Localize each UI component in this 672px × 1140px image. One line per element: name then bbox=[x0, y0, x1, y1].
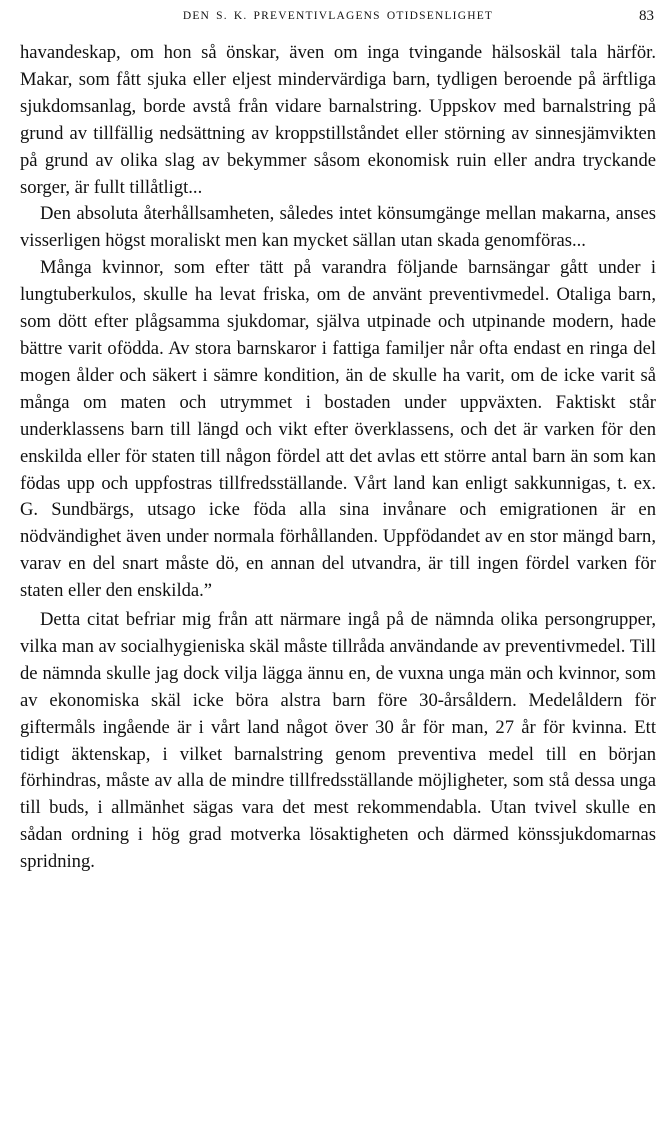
page-number: 83 bbox=[639, 8, 654, 24]
paragraph-abstinence: Den absoluta återhållsamheten, således intet könsumgänge mellan makarna, anses visserligen högst moraliskt men kan mycket sällan utan skada genomföras... bbox=[20, 203, 656, 252]
paragraph-many-women: Många kvinnor, som efter tätt på varandra följande barnsängar gått under i lungtuberkulos, skulle ha levat friska, om de använt preventivmedel. Otaliga barn, som dött efter plågsamma sjukdomar, själva utpinade och utpinande modern, hade bättre varit ofödda. Av stora barnskaror i fattiga familjer når ofta endast en ringa del mogen ålder och säkert i sämre kondition, än de skulle ha varit, om de icke varit så många om maten och utrymmet i bostaden under uppväxten. Faktiskt står underklassens barn till längd och vikt efter överklassens, och det är varken för den enskilda eller för staten till någon fördel att det avlas ett större antal barn än som kan födas upp och uppfostras tillfredsställande. Vårt land kan enligt sakkunnigas, t. ex. G. Sundbärgs, utsago icke föda alla sina invånare och emigrationen är en nödvändighet även under normala förhållanden. Uppfödandet av en stor mängd barn, varav en del snart måste dö, en annan del utvandra, är till ingen fördel varken för staten eller den enskilda.” bbox=[20, 257, 656, 602]
body-text bbox=[20, 40, 656, 876]
paragraph-citation-comment: Detta citat befriar mig från att närmare ingå på de nämnda olika persongrupper, vilka man av socialhygieniska skäl måste tillråda användande av preventivmedel. Till de nämnda skulle jag dock vilja lägga ännu en, de vuxna unga män och kvinnor, som av ekonomiska skäl icke böra alstra barn före 30-årsåldern. Medelåldern för giftermåls ingående är i vårt land något över 30 år för man, 27 år för kvinna. Ett tidigt äktenskap, i vilket barnalstring genom preventiva medel till en början förhindras, måste av alla de mindre tillfredsställande möjligheter, som stå dessa unga till buds, i allmänhet sägas vara det mest rekommendabla. Utan tvivel skulle en sådan ordning i hög grad motverka lösaktigheten och därmed könssjukdomarnas spridning. bbox=[20, 609, 656, 873]
paragraph-continuation: havandeskap, om hon så önskar, även om inga tvingande hälsoskäl tala härför. Makar, som fått sjuka eller eljest mindervärdiga barn, tydligen beroende på ärftliga sjukdomsanlag, borde avstå från vidare barnalstring. Uppskov med barnalstring på grund av tillfällig nedsättning av kroppstillståndet eller störning av sinnesjämvikten på grund av olika slag av bekymmer såsom ekonomisk ruin eller andra tryckande sorger, är fullt tillåtligt... bbox=[20, 42, 656, 198]
running-title: DEN S. K. PREVENTIVLAGENS OTIDSENLIGHET bbox=[182, 10, 494, 22]
book-page bbox=[20, 6, 656, 1126]
page-header bbox=[20, 6, 656, 40]
